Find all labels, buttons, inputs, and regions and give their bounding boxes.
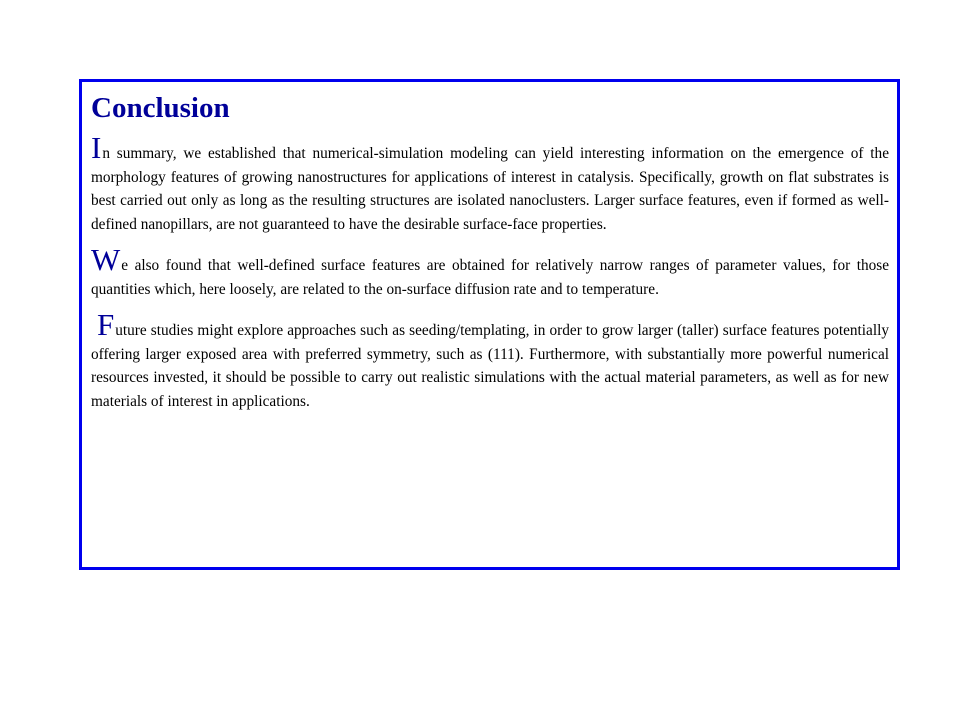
dropcap-initial: I bbox=[91, 130, 102, 165]
paragraph-summary bbox=[91, 130, 889, 236]
paragraph-text: uture studies might explore approaches such as seeding/templating, in order to grow larger (taller) surface features potentially offering larger exposed area with preferred symmetry, such as (111). Furthermore, with substantially more powerful numerical resources invested, it should be possible to carry out realistic simulations with the actual material parameters, as well as for new materials of interest in applications. bbox=[91, 322, 889, 410]
conclusion-title: Conclusion bbox=[91, 92, 230, 124]
paragraph-text: e also found that well-defined surface features are obtained for relatively narrow ranges of parameter values, for those quantities which, here loosely, are related to the on-surface diffusion rate and to temperature. bbox=[91, 257, 889, 298]
paragraph-text: n summary, we established that numerical-simulation modeling can yield interesting information on the emergence of the morphology features of growing nanostructures for applications of interest in catalysis. Specifically, growth on flat substrates is best carried out only as long as the resulting structures are isolated nanoclusters. Larger surface features, even if formed as well-defined nanopillars, are not guaranteed to have the desirable surface-face properties. bbox=[91, 145, 889, 233]
paragraph-findings bbox=[91, 242, 889, 301]
conclusion-box bbox=[79, 79, 900, 570]
dropcap-initial: W bbox=[91, 242, 121, 277]
paragraph-future-studies bbox=[91, 307, 889, 413]
dropcap-initial: F bbox=[97, 307, 115, 342]
